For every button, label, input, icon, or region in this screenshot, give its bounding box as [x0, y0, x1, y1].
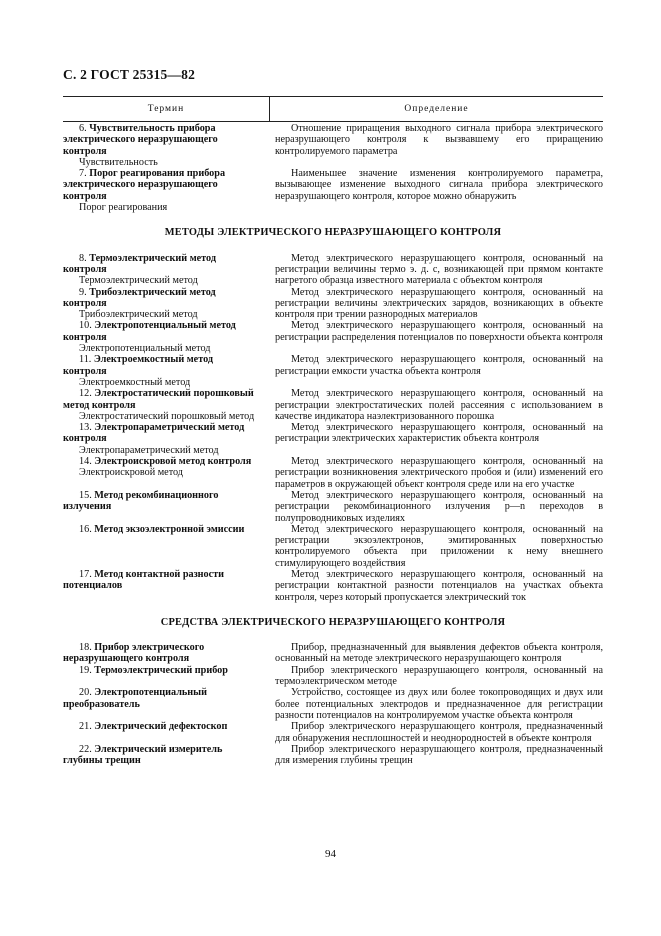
term-name: Электростатический порошковый метод контроля	[63, 388, 254, 411]
term-number: 8.	[79, 252, 87, 264]
term-cell	[63, 490, 263, 513]
term-name: Метод экзоэлектронной эмиссии	[94, 523, 245, 535]
term-heading	[63, 524, 259, 535]
column-header-definition: Определение	[404, 104, 469, 114]
term-name: Электропотенциальный метод контроля	[63, 320, 236, 343]
term-entry	[63, 388, 603, 422]
term-cell	[63, 168, 263, 213]
term-name: Электроемкостный метод контроля	[63, 354, 214, 377]
term-heading	[63, 456, 259, 467]
term-heading	[63, 642, 259, 665]
definition-cell: Метод электрического неразрушающего контроля, основанный на регистрации величины термо э. д. с, возникающей при прямом контакте нагретого образца известного материала с объектом контроля	[275, 252, 603, 287]
term-name: Порог реагирования прибора электрического неразрушающего контроля	[63, 168, 226, 202]
term-heading	[63, 123, 259, 157]
term-number: 20.	[79, 687, 92, 699]
term-short-form: Электроискровой метод	[79, 467, 183, 479]
term-number: 6.	[79, 123, 87, 134]
term-entry	[63, 354, 603, 388]
term-name: Электропараметрический метод контроля	[63, 422, 245, 445]
term-short-form: Электроемкостный метод	[79, 376, 191, 388]
term-number: 22.	[79, 743, 92, 755]
definition-cell: Метод электрического неразрушающего контроля, основанный на регистрации рекомбинационного излучения p—n переходов в полупроводниковых изделиях	[275, 489, 603, 524]
definition-cell: Метод электрического неразрушающего контроля, основанный на регистрации контактной разности потенциалов на участках объекта контроля, через который пропускается электрический ток	[275, 568, 603, 603]
term-heading	[63, 744, 259, 767]
term-cell	[63, 642, 263, 665]
term-heading	[63, 354, 259, 377]
term-heading	[63, 422, 259, 445]
definition-cell: Прибор, предназначенный для выявления дефектов объекта контроля, основанный на методе электрического неразрушающего контроля	[275, 642, 603, 665]
term-entry	[63, 490, 603, 524]
term-name: Электроискровой метод контроля	[94, 456, 252, 468]
section-group	[63, 227, 603, 603]
term-short-form: Электропараметрический метод	[79, 444, 219, 456]
definition-cell: Метод электрического неразрушающего контроля, основанный на регистрации возникновения электрического пробоя и (или) изменений его параметров в окружающей объект контроля среде или на его участке	[275, 456, 603, 490]
term-heading	[63, 253, 259, 276]
term-name: Прибор электрического неразрушающего контроля	[63, 642, 205, 665]
term-entry	[63, 253, 603, 287]
definition-cell: Прибор электрического неразрушающего контроля, предназначенный для измерения глубины трещин	[275, 743, 603, 767]
term-short-form: Чувствительность	[79, 156, 158, 168]
definition-cell: Метод электрического неразрушающего контроля, основанный на регистрации электрических характеристик объекта контроля	[275, 422, 603, 445]
term-heading	[63, 168, 259, 202]
term-number: 9.	[79, 286, 87, 298]
section-title: МЕТОДЫ ЭЛЕКТРИЧЕСКОГО НЕРАЗРУШАЮЩЕГО КОНТРОЛЯ	[164, 227, 502, 239]
section-title: СРЕДСТВА ЭЛЕКТРИЧЕСКОГО НЕРАЗРУШАЮЩЕГО КОНТРОЛЯ	[160, 616, 506, 628]
term-name: Чувствительность прибора электрического неразрушающего контроля	[63, 123, 218, 157]
term-entry	[63, 123, 603, 168]
term-short-form: Термоэлектрический метод	[79, 275, 198, 287]
term-cell	[63, 388, 263, 422]
term-short-form: Порог реагирования	[79, 202, 168, 214]
term-number: 21.	[79, 721, 92, 733]
term-heading	[63, 388, 259, 411]
term-cell	[63, 253, 263, 287]
term-number: 13.	[79, 422, 92, 434]
definition-cell: Прибор электрического неразрушающего контроля, предназначенный для обнаружения несплошностей и неоднородностей в объекте контроля	[275, 721, 603, 744]
term-cell	[63, 687, 263, 710]
term-heading	[63, 320, 259, 343]
term-heading	[63, 665, 259, 676]
term-short-form: Электростатический порошковый метод	[79, 410, 255, 422]
term-cell	[63, 569, 263, 592]
term-name: Термоэлектрический метод контроля	[63, 252, 216, 275]
term-entry	[63, 456, 603, 490]
term-cell	[63, 456, 263, 479]
term-name: Электрический дефектоскоп	[94, 721, 228, 733]
term-heading	[63, 490, 259, 513]
term-number: 14.	[79, 456, 92, 468]
term-number: 15.	[79, 489, 92, 501]
term-entry	[63, 320, 603, 354]
page-number: 94	[325, 848, 336, 860]
term-name: Метод рекомбинационного излучения	[63, 489, 219, 513]
term-number: 18.	[79, 642, 92, 654]
definition-cell: Метод электрического неразрушающего контроля, основанный на регистрации распределения потенциалов по поверхности объекта контроля	[275, 320, 603, 343]
page-header: С. 2 ГОСТ 25315—82	[63, 67, 196, 82]
column-header-term: Термин	[147, 104, 185, 114]
term-cell	[63, 320, 263, 354]
term-cell	[63, 354, 263, 388]
term-entry	[63, 287, 603, 321]
term-name: Трибоэлектрический метод контроля	[63, 286, 216, 309]
definition-cell: Наименьшее значение изменения контролируемого параметра, вызывающее изменение выходного сигнала прибора электрического неразрушающего контроля, которое можно обнаружить	[275, 168, 603, 202]
term-number: 7.	[79, 168, 87, 180]
term-cell	[63, 422, 263, 456]
definition-cell: Устройство, состоящее из двух или более токопроводящих и двух или более потенциальных электродов и предназначенное для регистрации разности потенциалов на контролируемом участке объекта контроля	[275, 687, 603, 721]
term-cell	[63, 744, 263, 767]
term-entry	[63, 168, 603, 213]
term-cell	[63, 524, 263, 535]
definition-cell: Прибор электрического неразрушающего контроля, основанный на термоэлектрическом методе	[275, 664, 603, 688]
terms-table	[63, 123, 603, 766]
definition-cell: Метод электрического неразрушающего контроля, основанный на регистрации величины электрических зарядов, возникающих в объекте контроля при трении разнородных материалов	[275, 286, 603, 321]
definition-cell: Метод электрического неразрушающего контроля, основанный на регистрации емкости участка объекта контроля	[275, 354, 603, 377]
section-group	[63, 123, 603, 213]
term-entry	[63, 721, 603, 744]
definition-cell: Метод электрического неразрушающего контроля, основанный на регистрации электростатических полей рассеяния с использованием в качестве индикатора наэлектризованного порошка	[275, 388, 603, 422]
term-entry	[63, 524, 603, 569]
term-entry	[63, 744, 603, 767]
term-number: 17.	[79, 568, 92, 580]
term-number: 11.	[79, 354, 92, 366]
term-cell	[63, 721, 263, 732]
term-short-form: Трибоэлектрический метод	[79, 309, 198, 321]
term-heading	[63, 721, 259, 732]
definition-cell: Отношение приращения выходного сигнала прибора электрического неразрушающего контроля к вызвавшему его приращению контролируемого параметра	[275, 123, 603, 157]
term-entry	[63, 569, 603, 603]
term-entry	[63, 665, 603, 688]
term-entry	[63, 687, 603, 721]
term-name: Метод контактной разности потенциалов	[63, 568, 225, 592]
term-heading	[63, 687, 259, 710]
definition-cell: Метод электрического неразрушающего контроля, основанный на регистрации экзоэлектронов, эмитированных поверхностью контролируемого объекта при приложении к нему внешнего стимулирующего воздействия	[275, 523, 603, 569]
term-entry	[63, 422, 603, 456]
term-number: 16.	[79, 523, 92, 535]
section-group	[63, 617, 603, 767]
table-header	[63, 96, 603, 122]
term-number: 10.	[79, 320, 92, 332]
term-name: Термоэлектрический прибор	[94, 664, 228, 676]
term-heading	[63, 287, 259, 310]
term-name: Электрический измеритель глубины трещин	[63, 743, 223, 767]
term-cell	[63, 287, 263, 321]
term-cell	[63, 123, 263, 168]
term-number: 12.	[79, 388, 92, 400]
term-heading	[63, 569, 259, 592]
term-cell	[63, 665, 263, 676]
term-entry	[63, 642, 603, 665]
term-name: Электропотенциальный преобразователь	[63, 687, 207, 710]
term-short-form: Электропотенциальный метод	[79, 343, 211, 355]
term-number: 19.	[79, 664, 92, 676]
